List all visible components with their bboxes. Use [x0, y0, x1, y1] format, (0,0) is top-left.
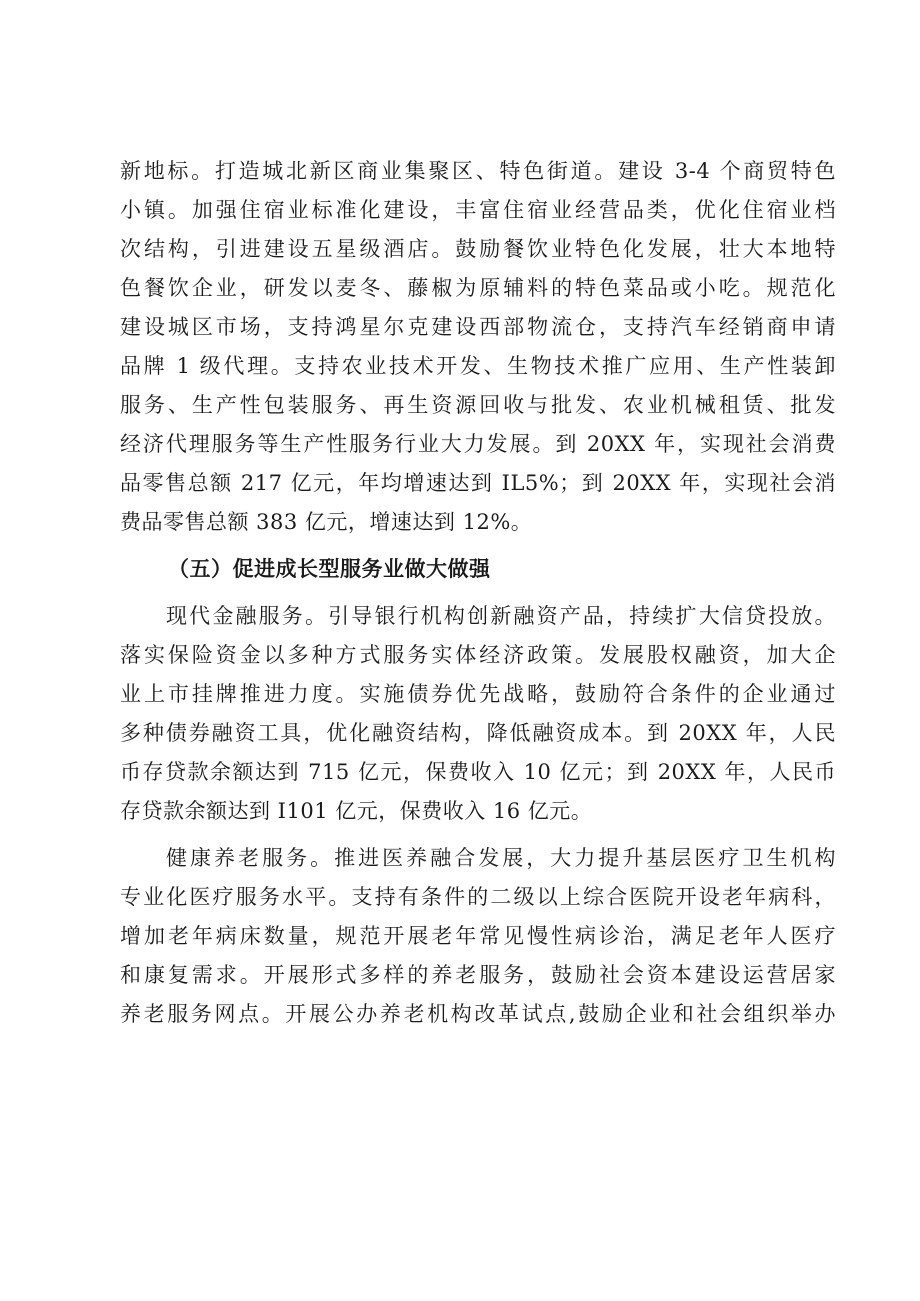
paragraph-retail	[120, 152, 836, 542]
text-line: 和康复需求。开展形式多样的养老服务，鼓励社会资本建设运营居家	[120, 963, 836, 987]
text-line: 建设城区市场，支持鸿星尔克建设西部物流仓，支持汽车经销商申请	[120, 315, 836, 339]
text-line: 业上市挂牌推进力度。实施债券优先战略，鼓励符合条件的企业通过	[120, 682, 836, 706]
text-line: 色餐饮企业，研发以麦冬、藤椒为原辅料的特色菜品或小吃。规范化	[120, 276, 836, 300]
spacer	[120, 542, 836, 550]
text-line: 健康养老服务。推进医养融合发展，大力提升基层医疗卫生机构	[166, 846, 836, 870]
spacer	[120, 831, 836, 839]
spacer	[120, 589, 836, 597]
text-line: 小镇。加强住宿业标准化建设，丰富住宿业经营品类，优化住宿业档	[120, 198, 836, 222]
text-line: 次结构，引进建设五星级酒店。鼓励餐饮业特色化发展，壮大本地特	[120, 237, 836, 261]
text-line: 经济代理服务等生产性服务行业大力发展。到 20XX 年，实现社会消费	[120, 432, 836, 456]
text-line: 落实保险资金以多种方式服务实体经济政策。发展股权融资，加大企	[120, 643, 836, 667]
text-line: 养老服务网点。开展公办养老机构改革试点,鼓励企业和社会组织举办	[120, 1002, 836, 1026]
text-line: 币存贷款余额达到 715 亿元，保费收入 10 亿元；到 20XX 年，人民币	[120, 760, 836, 784]
text-line: 专业化医疗服务水平。支持有条件的二级以上综合医院开设老年病科，	[120, 885, 836, 909]
text-line: 新地标。打造城北新区商业集聚区、特色街道。建设 3-4 个商贸特色	[120, 159, 836, 183]
text-line: 费品零售总额 383 亿元，增速达到 12%。	[120, 510, 533, 534]
text-line: 品牌 1 级代理。支持农业技术开发、生物技术推广应用、生产性装卸	[120, 354, 836, 378]
paragraph-finance	[120, 597, 836, 831]
text-line: 服务、生产性包装服务、再生资源回收与批发、农业机械租赁、批发	[120, 393, 836, 417]
text-line: 存贷款余额达到 I101 亿元，保费收入 16 亿元。	[120, 799, 593, 823]
paragraph-elderly-care	[120, 839, 836, 1034]
text-line: 增加老年病床数量，规范开展老年常见慢性病诊治，满足老年人医疗	[120, 924, 836, 948]
document-page	[120, 152, 836, 1034]
text-line: 多种债券融资工具，优化融资结构，降低融资成本。到 20XX 年，人民	[120, 721, 836, 745]
text-line: 现代金融服务。引导银行机构创新融资产品，持续扩大信贷投放。	[166, 604, 836, 628]
section-heading: （五）促进成长型服务业做大做强	[168, 557, 491, 581]
text-line: 品零售总额 217 亿元，年均增速达到 IL5%；到 20XX 年，实现社会消	[120, 471, 836, 495]
